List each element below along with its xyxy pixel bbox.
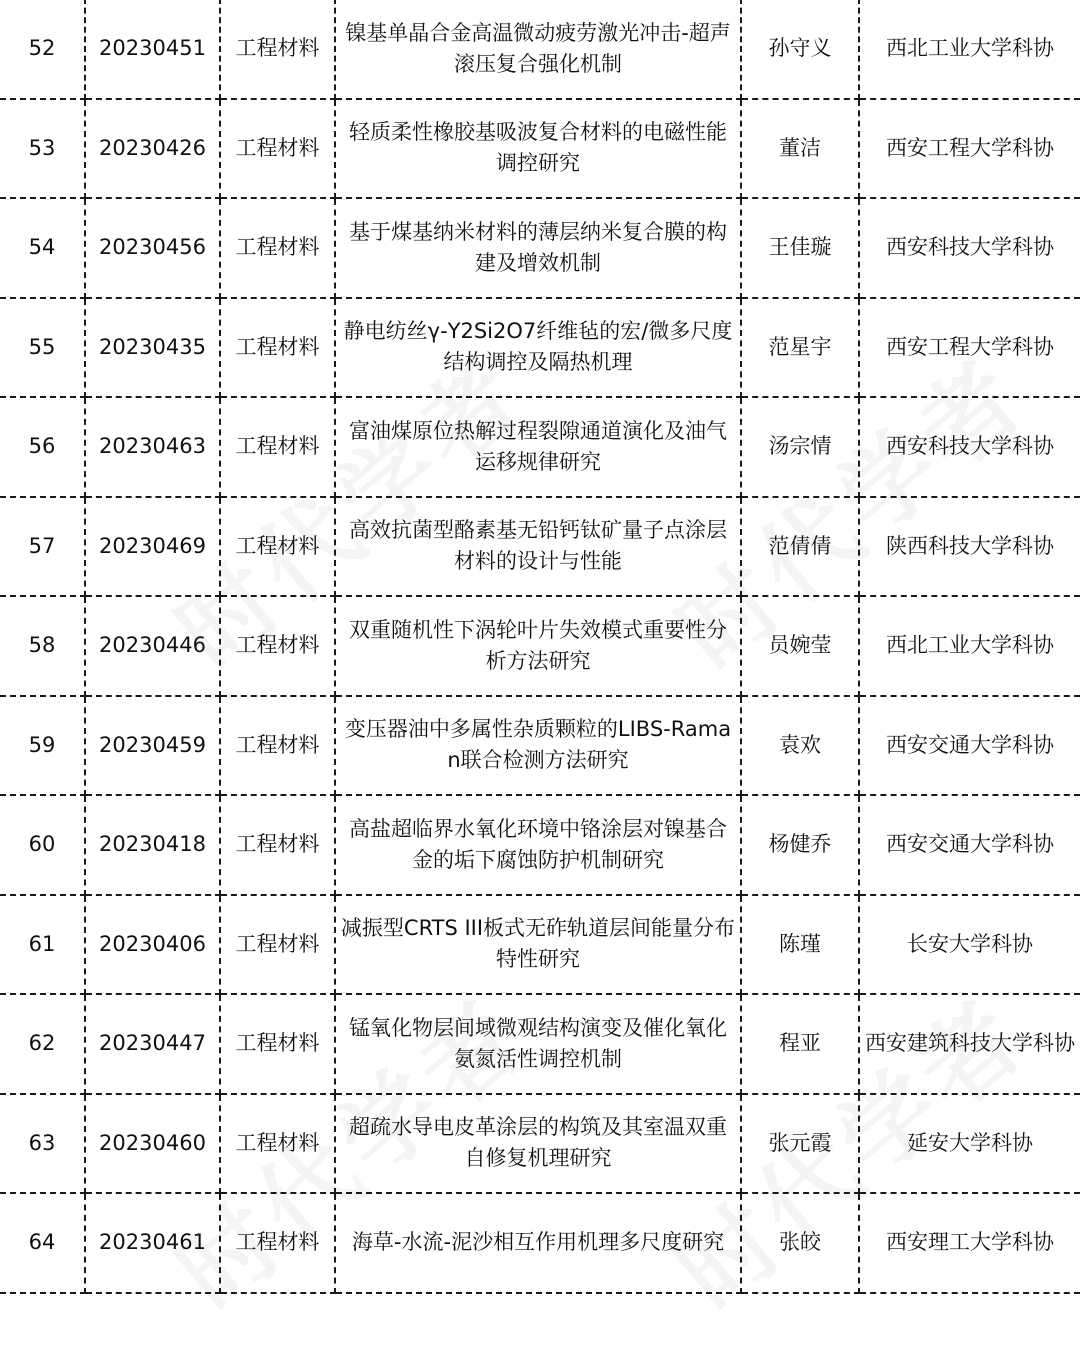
project-title: 基于煤基纳米材料的薄层纳米复合膜的构建及增效机制 [335, 198, 741, 298]
category: 工程材料 [220, 1094, 335, 1194]
project-id: 20230463 [85, 397, 220, 497]
applicant-name: 张元霞 [741, 1094, 859, 1194]
organization: 西安工程大学科协 [859, 99, 1080, 199]
row-number: 64 [0, 1193, 85, 1293]
organization: 西安科技大学科协 [859, 198, 1080, 298]
applicant-name: 袁欢 [741, 696, 859, 796]
table-row [0, 99, 1080, 199]
applicant-name: 员婉莹 [741, 596, 859, 696]
project-title: 高盐超临界水氧化环境中铬涂层对镍基合金的垢下腐蚀防护机制研究 [335, 795, 741, 895]
table-row [0, 596, 1080, 696]
table-row [0, 298, 1080, 398]
row-number: 59 [0, 696, 85, 796]
applicant-name: 陈瑾 [741, 895, 859, 995]
row-number: 58 [0, 596, 85, 696]
applicant-name: 范星宇 [741, 298, 859, 398]
applicant-name: 王佳璇 [741, 198, 859, 298]
category: 工程材料 [220, 895, 335, 995]
organization: 西北工业大学科协 [859, 596, 1080, 696]
project-id: 20230418 [85, 795, 220, 895]
category: 工程材料 [220, 99, 335, 199]
row-number: 60 [0, 795, 85, 895]
organization: 延安大学科协 [859, 1094, 1080, 1194]
category: 工程材料 [220, 1193, 335, 1293]
project-id: 20230461 [85, 1193, 220, 1293]
category: 工程材料 [220, 198, 335, 298]
organization: 西安科技大学科协 [859, 397, 1080, 497]
applicant-name: 程亚 [741, 994, 859, 1094]
project-title: 超疏水导电皮革涂层的构筑及其室温双重自修复机理研究 [335, 1094, 741, 1194]
table-row [0, 895, 1080, 995]
project-id: 20230469 [85, 497, 220, 597]
row-number: 56 [0, 397, 85, 497]
project-title: 富油煤原位热解过程裂隙通道演化及油气运移规律研究 [335, 397, 741, 497]
applicant-name: 范倩倩 [741, 497, 859, 597]
applicant-name: 孙守义 [741, 0, 859, 99]
applicant-name: 杨健乔 [741, 795, 859, 895]
project-title: 锰氧化物层间域微观结构演变及催化氧化氨氮活性调控机制 [335, 994, 741, 1094]
project-title: 海草-水流-泥沙相互作用机理多尺度研究 [335, 1193, 741, 1293]
table-row [0, 497, 1080, 597]
organization: 西安理工大学科协 [859, 1193, 1080, 1293]
table-row [0, 397, 1080, 497]
row-number: 62 [0, 994, 85, 1094]
project-title: 变压器油中多属性杂质颗粒的LIBS-Raman联合检测方法研究 [335, 696, 741, 796]
project-id: 20230435 [85, 298, 220, 398]
applicant-name: 张皎 [741, 1193, 859, 1293]
applicant-name: 汤宗情 [741, 397, 859, 497]
project-title: 减振型CRTS III板式无砟轨道层间能量分布特性研究 [335, 895, 741, 995]
project-title: 高效抗菌型酪素基无铅钙钛矿量子点涂层材料的设计与性能 [335, 497, 741, 597]
applicant-name: 董洁 [741, 99, 859, 199]
row-number: 63 [0, 1094, 85, 1194]
row-number: 54 [0, 198, 85, 298]
table-row [0, 795, 1080, 895]
row-number: 61 [0, 895, 85, 995]
table-row [0, 1094, 1080, 1194]
project-id: 20230426 [85, 99, 220, 199]
organization: 长安大学科协 [859, 895, 1080, 995]
project-title: 轻质柔性橡胶基吸波复合材料的电磁性能调控研究 [335, 99, 741, 199]
row-number: 53 [0, 99, 85, 199]
category: 工程材料 [220, 497, 335, 597]
category: 工程材料 [220, 0, 335, 99]
category: 工程材料 [220, 298, 335, 398]
table-row [0, 198, 1080, 298]
project-id: 20230447 [85, 994, 220, 1094]
project-title: 静电纺丝γ-Y2Si2O7纤维毡的宏/微多尺度结构调控及隔热机理 [335, 298, 741, 398]
project-id: 20230456 [85, 198, 220, 298]
project-id: 20230446 [85, 596, 220, 696]
project-title: 双重随机性下涡轮叶片失效模式重要性分析方法研究 [335, 596, 741, 696]
table-row [0, 994, 1080, 1094]
organization: 西北工业大学科协 [859, 0, 1080, 99]
table-row [0, 0, 1080, 99]
table-row [0, 1193, 1080, 1293]
project-id: 20230451 [85, 0, 220, 99]
project-id: 20230406 [85, 895, 220, 995]
category: 工程材料 [220, 994, 335, 1094]
table-row [0, 696, 1080, 796]
organization: 陕西科技大学科协 [859, 497, 1080, 597]
row-number: 52 [0, 0, 85, 99]
project-title: 镍基单晶合金高温微动疲劳激光冲击-超声滚压复合强化机制 [335, 0, 741, 99]
category: 工程材料 [220, 795, 335, 895]
project-id: 20230459 [85, 696, 220, 796]
organization: 西安交通大学科协 [859, 795, 1080, 895]
organization: 西安建筑科技大学科协 [859, 994, 1080, 1094]
category: 工程材料 [220, 696, 335, 796]
row-number: 55 [0, 298, 85, 398]
category: 工程材料 [220, 596, 335, 696]
category: 工程材料 [220, 397, 335, 497]
organization: 西安交通大学科协 [859, 696, 1080, 796]
row-number: 57 [0, 497, 85, 597]
organization: 西安工程大学科协 [859, 298, 1080, 398]
project-id: 20230460 [85, 1094, 220, 1194]
